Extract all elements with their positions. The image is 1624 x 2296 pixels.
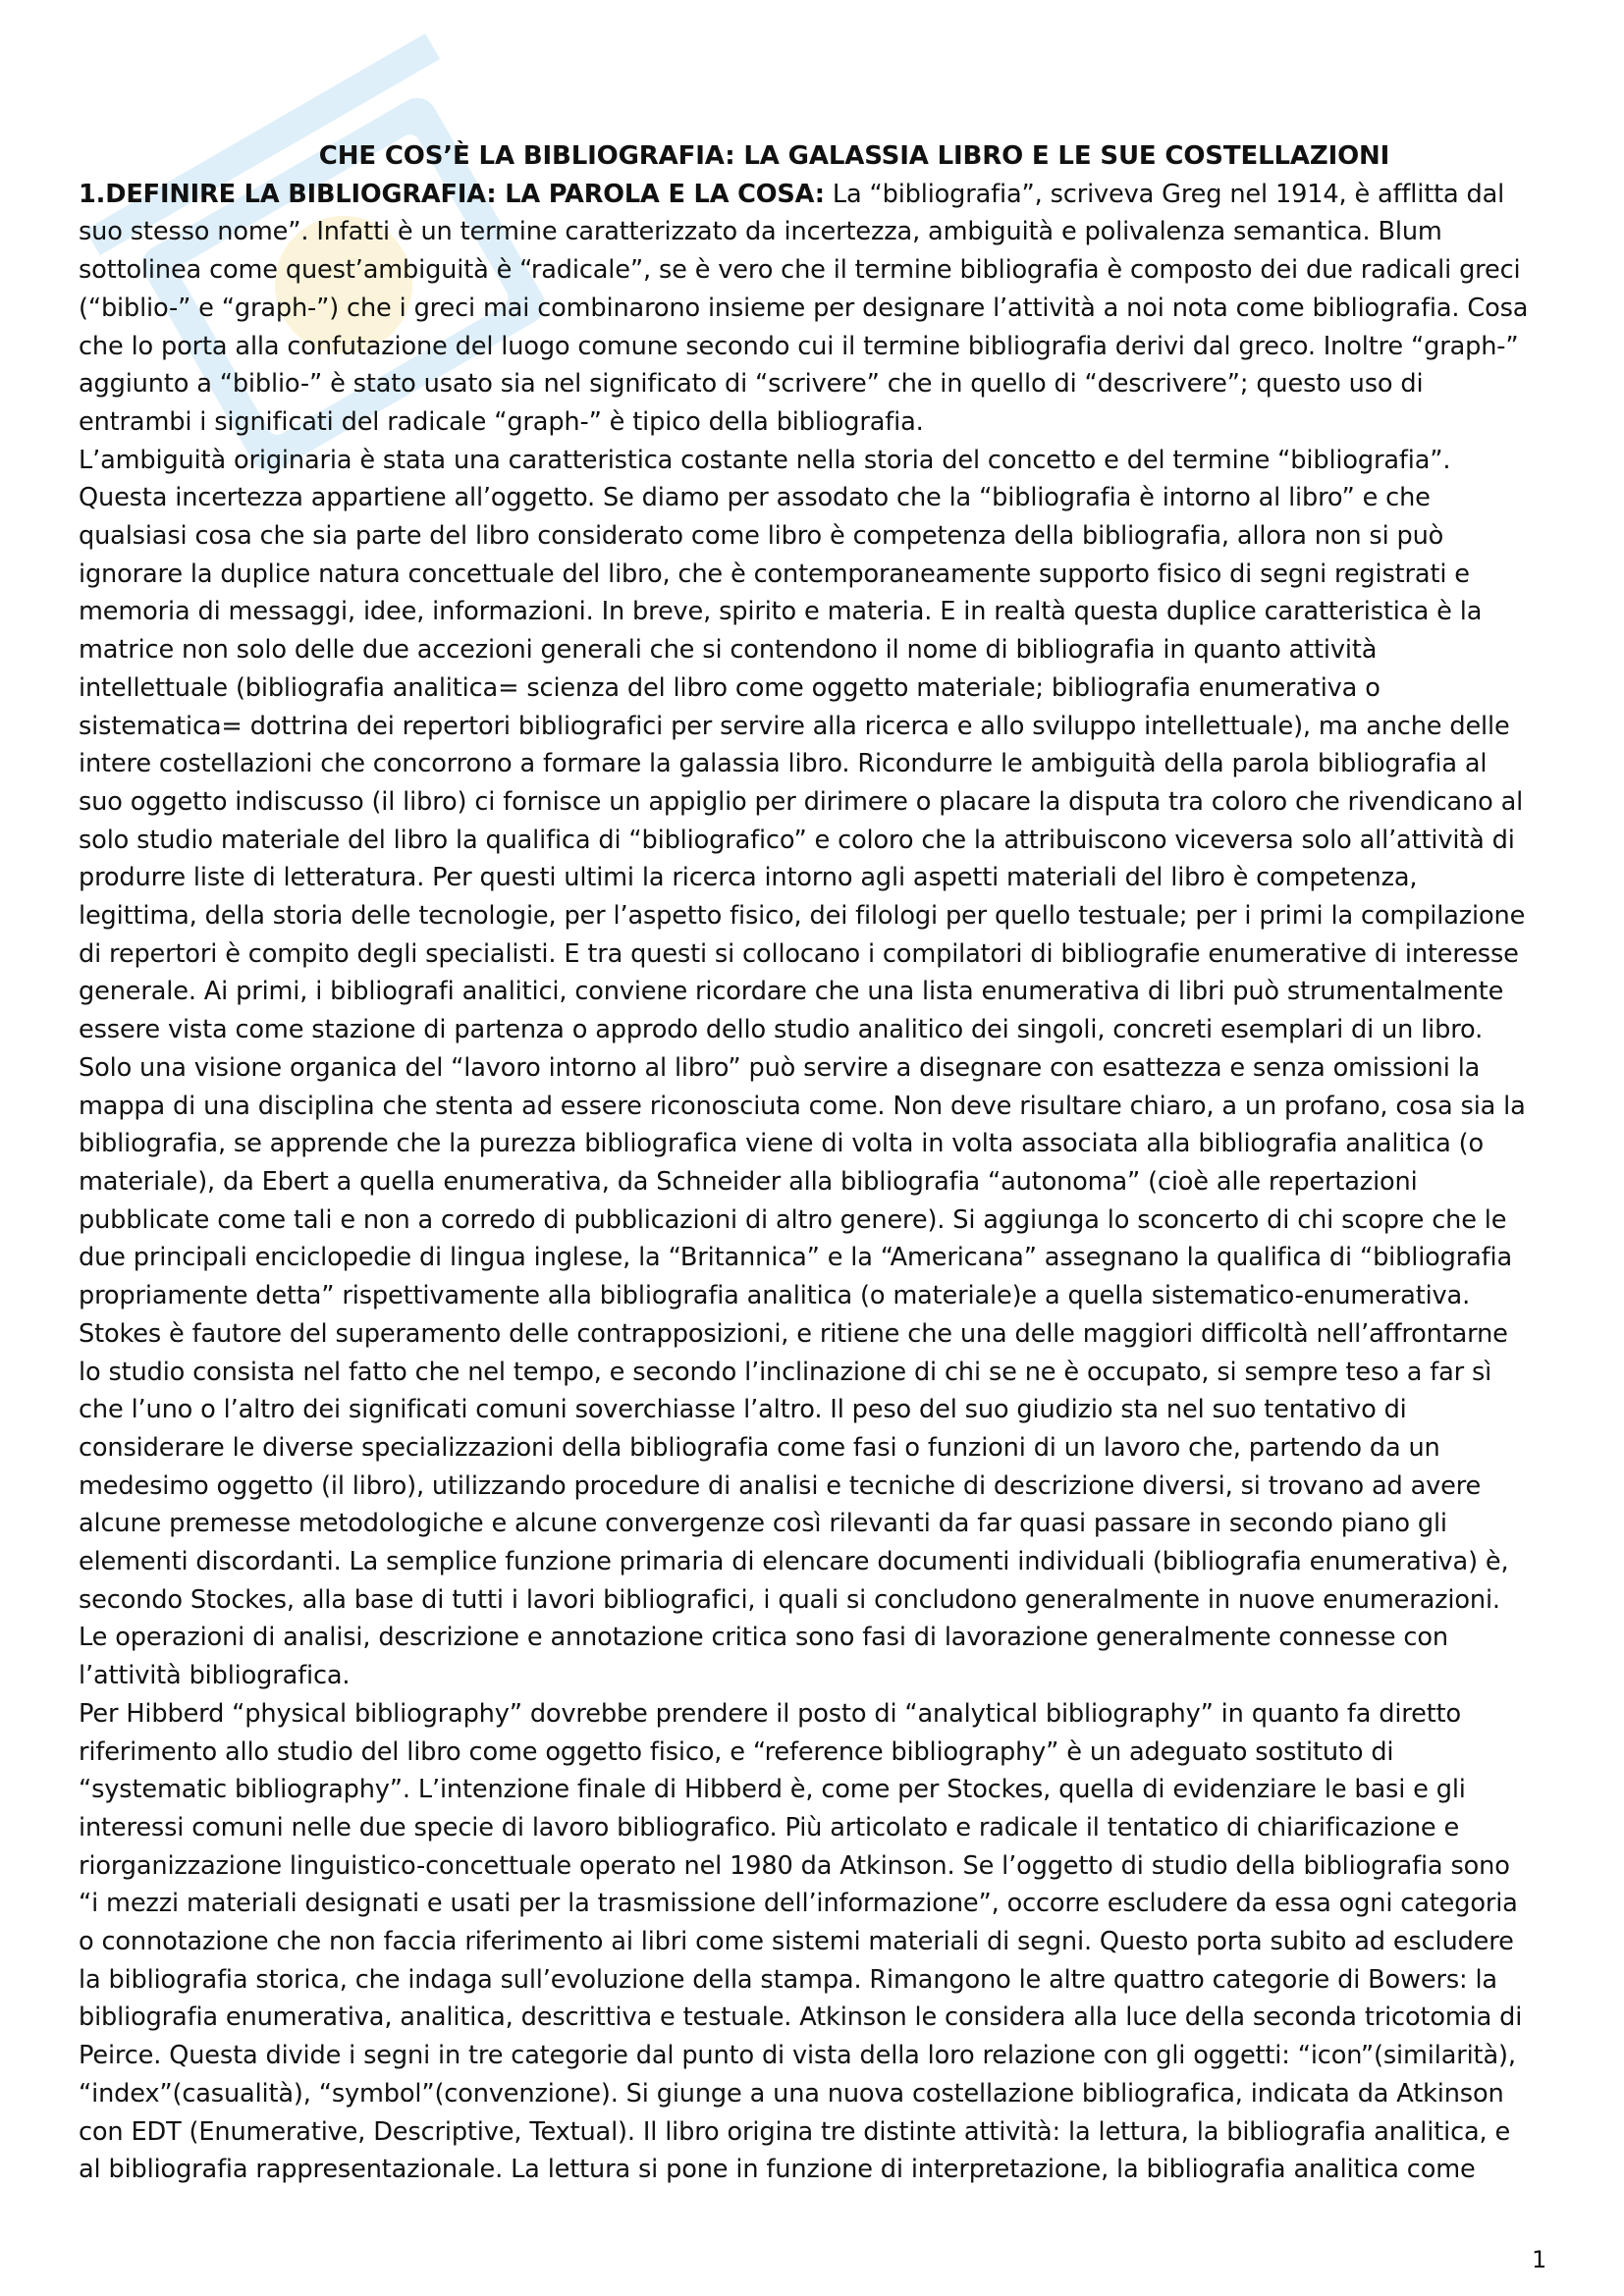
- document-title: CHE COS’È LA BIBLIOGRAFIA: LA GALASSIA LIBRO E LE SUE COSTELLAZIONI: [318, 141, 1390, 171]
- page-number: 1: [1532, 2246, 1547, 2273]
- paragraph: [79, 176, 1532, 442]
- paragraph: Solo una visione organica del “lavoro intorno al libro” può servire a disegnare con esattezza e senza omissioni la mappa di una disciplina che stenta ad essere riconosciuta come. Non deve risultare chiaro, a un profano, cosa sia la bibliografia, se apprende che la purezza bibliografica viene di volta in volta associata alla bibliografia analitica (o materiale), da Ebert a quella enumerativa, da Schneider alla bibliografia “autonoma” (cioè alle repertazioni pubblicate come tali e non a corredo di pubblicazioni di altro genere). Si aggiunga lo sconcerto di chi scopre che le due principali enciclopedie di lingua inglese, la “Britannica” e la “Americana” assegnano la qualifica di “bibliografia propriamente detta” rispettivamente alla bibliografia analitica (o materiale)e a quella sistematico-enumerativa. Stokes è fautore del superamento delle contrapposizioni, e ritiene che una delle maggiori difficoltà nell’affrontarne lo studio consista nel fatto che nel tempo, e secondo l’inclinazione di chi se ne è occupato, si sempre teso a far sì che l’uno o l’altro dei significati comuni soverchiasse l’altro. Il peso del suo giudizio sta nel suo tentativo di considerare le diverse specializzazioni della bibliografia come fasi o funzioni di un lavoro che, partendo da un medesimo oggetto (il libro), utilizzando procedure di analisi e tecniche di descrizione diversi, si trovano ad avere alcune premesse metodologiche e alcune convergenze così rilevanti da far quasi passare in secondo piano gli elementi discordanti. La semplice funzione primaria di elencare documenti individuali (bibliografia enumerativa) è, secondo Stockes, alla base di tutti i lavori bibliografici, i quali si concludono generalmente in nuove enumerazioni. Le operazioni di analisi, descrizione e annotazione critica sono fasi di lavorazione generalmente connesse con l’attività bibliografica.: [79, 1052, 1526, 1691]
- paragraph: L’ambiguità originaria è stata una caratteristica costante nella storia del concetto e del termine “bibliografia”. Questa incertezza appartiene all’oggetto. Se diamo per assodato che la “bibliografia è intorno al libro” e che qualsiasi cosa che sia parte del libro considerato come libro è competenza della bibliografia, allora non si può ignorare la duplice natura concettuale del libro, che è contemporaneamente supporto fisico di segni registrati e memoria di messaggi, idee, informazioni. In breve, spirito e materia. E in realtà questa duplice caratteristica è la matrice non solo delle due accezioni generali che si contendono il nome di bibliografia in quanto attività intellettuale (bibliografia analitica= scienza del libro come oggetto materiale; bibliografia enumerativa o sistematica= dottrina dei repertori bibliografici per servire alla ricerca e allo sviluppo intellettuale), ma anche delle intere costellazioni che concorrono a formare la galassia libro. Ricondurre le ambiguità della parola bibliografia al suo oggetto indiscusso (il libro) ci fornisce un appiglio per dirimere o placare la disputa tra coloro che rivendicano al solo studio materiale del libro la qualifica di “bibliografico” e coloro che la attribuiscono viceversa solo all’attività di produrre liste di letteratura. Per questi ultimi la ricerca intorno agli aspetti materiali del libro è competenza, legittima, della storia delle tecnologie, per l’aspetto fisico, dei filologi per quello testuale; per i primi la compilazione di repertori è compito degli specialisti. E tra questi si collocano i compilatori di bibliografie enumerative di interesse generale. Ai primi, i bibliografi analitici, conviene ricordare che una lista enumerativa di libri può strumentalmente essere vista come stazione di partenza o approdo dello studio analitico dei singoli, concreti esemplari di un libro.: [79, 445, 1526, 1045]
- section-heading: 1.DEFINIRE LA BIBLIOGRAFIA: LA PAROLA E LA COSA:: [79, 179, 825, 209]
- paragraph-text: La “bibliografia”, scriveva Greg nel 1914, è afflitta dal suo stesso nome”. Infatti è un termine caratterizzato da incertezza, ambiguità e polivalenza semantica. Blum sottolinea come quest’ambiguità è “radicale”, se è vero che il termine bibliografia è composto dei due radicali greci (“biblio-” e “graph-”) che i greci mai combinarono insieme per designare l’attività a noi nota come bibliografia. Cosa che lo porta alla confutazione del luogo comune secondo cui il termine bibliografia derivi dal greco. Inoltre “graph-” aggiunto a “biblio-” è stato usato sia nel significato di “scrivere” che in quello di “descrivere”; questo uso di entrambi i significati del radicale “graph-” è tipico della bibliografia.: [79, 179, 1529, 437]
- paragraph: Per Hibberd “physical bibliography” dovrebbe prendere il posto di “analytical bibliography” in quanto fa diretto riferimento allo studio del libro come oggetto fisico, e “reference bibliography” è un adeguato sostituto di “systematic bibliography”. L’intenzione finale di Hibberd è, come per Stockes, quella di evidenziare le basi e gli interessi comuni nelle due specie di lavoro bibliografico. Più articolato e radicale il tentatico di chiarificazione e riorganizzazione linguistico-concettuale operato nel 1980 da Atkinson. Se l’oggetto di studio della bibliografia sono “i mezzi materiali designati e usati per la trasmissione dell’informazione”, occorre escludere da essa ogni categoria o connotazione che non faccia riferimento ai libri come sistemi materiali di segni. Questo porta subito ad escludere la bibliografia storica, che indaga sull’evoluzione della stampa. Rimangono le altre quattro categorie di Bowers: la bibliografia enumerativa, analitica, descrittiva e testuale. Atkinson le considera alla luce della seconda tricotomia di Peirce. Questa divide i segni in tre categorie dal punto di vista della loro relazione con gli oggetti: “icon”(similarità), “index”(casualità), “symbol”(convenzione). Si giunge a una nuova costellazione bibliografica, indicata da Atkinson con EDT (Enumerative, Descriptive, Textual). Il libro origina tre distinte attività: la lettura, la bibliografia analitica, e al bibliografia rappresentazionale. La lettura si pone in funzione di interpretazione, la bibliografia analitica come: [79, 1698, 1523, 2185]
- document-body: [79, 137, 1532, 2189]
